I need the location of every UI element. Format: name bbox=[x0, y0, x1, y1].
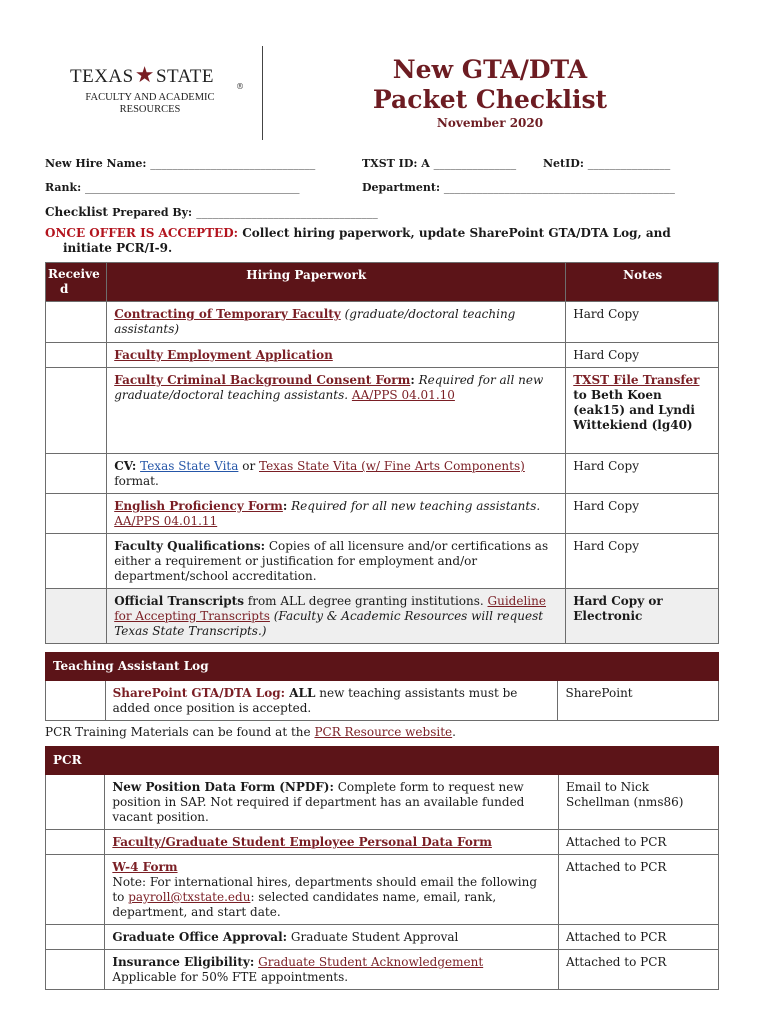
received-checkbox[interactable] bbox=[46, 775, 105, 830]
received-checkbox[interactable] bbox=[46, 855, 105, 925]
rank-field[interactable] bbox=[45, 181, 300, 194]
notes-cell: Hard Copy bbox=[566, 343, 719, 368]
new-hire-label: New Hire Name: bbox=[45, 157, 147, 170]
document-date: November 2020 bbox=[436, 116, 544, 130]
paperwork-cell bbox=[105, 830, 559, 855]
department-field[interactable] bbox=[362, 181, 675, 194]
pcr-table bbox=[45, 746, 719, 990]
english-proficiency-link[interactable]: English Proficiency Form bbox=[114, 499, 283, 513]
notes-cell: TXST File Transfer to Beth Koen (eak15) and Lyndi Wittekiend (lg40) bbox=[566, 368, 719, 454]
notes-cell: Attached to PCR bbox=[559, 830, 719, 855]
page-title bbox=[335, 55, 645, 115]
paperwork-cell bbox=[107, 343, 566, 368]
table-row bbox=[46, 368, 719, 454]
table-row bbox=[46, 302, 719, 343]
received-checkbox[interactable] bbox=[46, 925, 105, 950]
table-row bbox=[46, 855, 719, 925]
paperwork-cell: Graduate Office Approval: Graduate Student Approval bbox=[105, 925, 559, 950]
payroll-email-link[interactable]: payroll@txstate.edu bbox=[128, 890, 251, 904]
received-checkbox[interactable] bbox=[46, 454, 107, 494]
table-row bbox=[46, 589, 719, 644]
col-received: Receive d bbox=[46, 263, 107, 302]
table-row bbox=[46, 950, 719, 990]
contracting-link[interactable]: Contracting of Temporary Faculty bbox=[114, 307, 341, 321]
w4-form-link[interactable]: W-4 Form bbox=[112, 860, 178, 874]
rank-label: Rank: bbox=[45, 181, 82, 194]
logo-subtitle bbox=[75, 92, 225, 116]
instruction bbox=[45, 226, 735, 256]
notes-cell: Hard Copy bbox=[566, 454, 719, 494]
received-checkbox[interactable] bbox=[46, 681, 106, 721]
department-line: __________________________________________ bbox=[443, 181, 675, 194]
logo-wordmark bbox=[70, 62, 214, 88]
received-checkbox[interactable] bbox=[46, 950, 105, 990]
new-hire-line: ______________________________ bbox=[150, 157, 316, 170]
prepared-by-line: _________________________________ bbox=[196, 206, 378, 219]
received-checkbox[interactable] bbox=[46, 302, 107, 343]
notes-cell: Hard Copy or Electronic bbox=[566, 589, 719, 644]
notes-cell: Email to Nick Schellman (nms86) bbox=[559, 775, 719, 830]
ta-log-table bbox=[45, 652, 719, 721]
aa-pps-040110-link[interactable]: AA/PPS 04.01.10 bbox=[351, 388, 455, 402]
background-consent-link[interactable]: Faculty Criminal Background Consent Form bbox=[114, 373, 411, 387]
netid-line: _______________ bbox=[587, 157, 671, 170]
sharepoint-log-label: SharePoint GTA/DTA Log: bbox=[112, 686, 286, 700]
txst-id-line: _______________ bbox=[433, 157, 517, 170]
personal-data-form-link[interactable]: Faculty/Graduate Student Employee Personal Data Form bbox=[112, 835, 492, 849]
registered-mark: ® bbox=[236, 82, 244, 91]
new-hire-name-field[interactable] bbox=[45, 157, 315, 170]
prepared-by-label: Prepared By: bbox=[112, 206, 193, 219]
table-row bbox=[46, 775, 719, 830]
instruction-text2: initiate PCR/I-9. bbox=[63, 241, 173, 255]
paperwork-cell: New Position Data Form (NPDF): Complete form to request new position in SAP. Not required if department has an available funded vacant position. bbox=[105, 775, 559, 830]
vita-fine-arts-link[interactable]: Texas State Vita (w/ Fine Arts Components) bbox=[259, 459, 525, 473]
col-hiring-paperwork: Hiring Paperwork bbox=[107, 263, 566, 302]
received-checkbox[interactable] bbox=[46, 494, 107, 534]
paperwork-cell: Contracting of Temporary Faculty (graduate/doctoral teaching assistants) bbox=[107, 302, 566, 343]
received-checkbox[interactable] bbox=[46, 830, 105, 855]
paperwork-cell: Official Transcripts from ALL degree granting institutions. Guideline for Accepting Transcripts (Faculty & Academic Resources will request Texas State Transcripts.) bbox=[107, 589, 566, 644]
header-divider bbox=[262, 46, 263, 140]
paperwork-cell: Faculty Criminal Background Consent Form: Required for all new graduate/doctoral teaching assistants. AA/PPS 04.01.10 bbox=[107, 368, 566, 454]
txst-file-transfer-link[interactable]: TXST File Transfer bbox=[573, 373, 700, 387]
pcr-header: PCR bbox=[46, 747, 719, 775]
rank-line: _______________________________________ bbox=[85, 181, 300, 194]
table-row bbox=[46, 681, 719, 721]
notes-cell: Attached to PCR bbox=[559, 925, 719, 950]
table-row bbox=[46, 343, 719, 368]
employment-application-link[interactable]: Faculty Employment Application bbox=[114, 348, 333, 362]
paperwork-cell: Faculty Qualifications: Copies of all licensure and/or certifications as either a requirement or justification for employment and/or department/school accreditation. bbox=[107, 534, 566, 589]
table-row bbox=[46, 830, 719, 855]
checklist-label: Checklist bbox=[45, 205, 108, 219]
graduate-acknowledgement-link[interactable]: Graduate Student Acknowledgement bbox=[258, 955, 484, 969]
instruction-highlight: ONCE OFFER IS ACCEPTED: bbox=[45, 226, 239, 240]
notes-cell: Hard Copy bbox=[566, 302, 719, 343]
netid-field[interactable] bbox=[543, 157, 670, 170]
notes-cell: Attached to PCR bbox=[559, 855, 719, 925]
txst-id-label: TXST ID: A bbox=[362, 157, 430, 170]
paperwork-cell: W-4 Form Note: For international hires, departments should email the following to payroll@txstate.edu: selected candidates name, email, rank, department, and start date. bbox=[105, 855, 559, 925]
star-icon: ★ bbox=[134, 62, 155, 87]
notes-cell: Hard Copy bbox=[566, 494, 719, 534]
table-row bbox=[46, 494, 719, 534]
department-label: Department: bbox=[362, 181, 441, 194]
col-notes: Notes bbox=[566, 263, 719, 302]
logo-subtitle-line2: RESOURCES bbox=[119, 104, 181, 115]
instruction-text1: Collect hiring paperwork, update SharePoint GTA/DTA Log, and bbox=[238, 226, 671, 240]
ta-log-header: Teaching Assistant Log bbox=[46, 653, 719, 681]
paperwork-cell: Insurance Eligibility: Graduate Student Acknowledgement Applicable for 50% FTE appointments. bbox=[105, 950, 559, 990]
pcr-resource-link[interactable]: PCR Resource website bbox=[314, 725, 453, 739]
hiring-paperwork-table bbox=[45, 262, 719, 644]
logo-state: STATE bbox=[155, 66, 214, 87]
title-line1: New GTA/DTA bbox=[392, 55, 588, 84]
notes-cell: Hard Copy bbox=[566, 534, 719, 589]
netid-label: NetID: bbox=[543, 157, 584, 170]
txst-id-field[interactable] bbox=[362, 157, 516, 170]
texas-state-vita-link[interactable]: Texas State Vita bbox=[140, 459, 239, 473]
paperwork-cell: CV: Texas State Vita or Texas State Vita (w/ Fine Arts Components) format. bbox=[107, 454, 566, 494]
pcr-training-note: PCR Training Materials can be found at the PCR Resource website. bbox=[45, 725, 456, 739]
transcript-guideline-link[interactable]: Guideline for Accepting Transcripts bbox=[114, 594, 546, 623]
received-checkbox[interactable] bbox=[46, 343, 107, 368]
table-header-row bbox=[46, 263, 719, 302]
prepared-by-field[interactable] bbox=[45, 205, 378, 219]
title-line2: Packet Checklist bbox=[372, 85, 608, 114]
table-row bbox=[46, 454, 719, 494]
received-checkbox[interactable] bbox=[46, 534, 107, 589]
table-row bbox=[46, 534, 719, 589]
received-checkbox[interactable] bbox=[46, 368, 107, 454]
table-row bbox=[46, 925, 719, 950]
logo-subtitle-line1: FACULTY AND ACADEMIC bbox=[85, 92, 215, 103]
notes-cell: SharePoint bbox=[558, 681, 719, 721]
logo-texas: TEXAS bbox=[70, 66, 134, 87]
received-checkbox[interactable] bbox=[46, 589, 107, 644]
aa-pps-040111-link[interactable]: AA/PPS 04.01.11 bbox=[114, 514, 218, 528]
notes-cell: Attached to PCR bbox=[559, 950, 719, 990]
paperwork-cell: English Proficiency Form: Required for all new teaching assistants. AA/PPS 04.01.11 bbox=[107, 494, 566, 534]
paperwork-cell: SharePoint GTA/DTA Log: ALL new teaching assistants must be added once position is accepted. bbox=[105, 681, 558, 721]
